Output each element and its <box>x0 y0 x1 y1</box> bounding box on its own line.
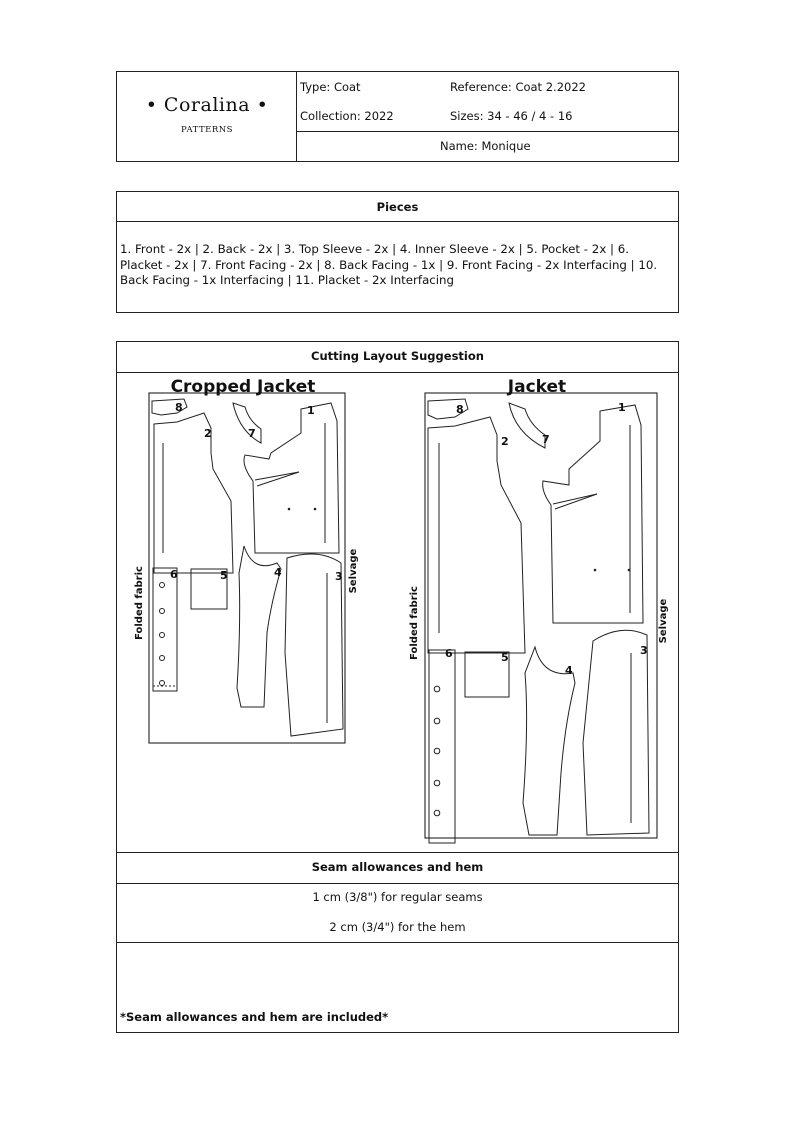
jacket-placket-buttons <box>434 686 440 816</box>
jacket-piece-number: 1 <box>618 401 626 414</box>
cropped-selvage-label: Selvage <box>348 548 359 594</box>
brand-name: • Coralina • <box>145 94 269 116</box>
seams-note: *Seam allowances and hem are included* <box>120 1010 389 1024</box>
name-field: Name: Monique <box>440 139 531 153</box>
seams-line-1: 1 cm (3/8") for regular seams <box>312 890 483 904</box>
jacket-selvage-label: Selvage <box>658 598 669 644</box>
cropped-piece-number: 8 <box>175 401 183 414</box>
seams-line-2: 2 cm (3/4") for the hem <box>329 920 466 934</box>
cropped-placket-buttons <box>160 583 165 686</box>
pieces-title: Pieces <box>376 200 419 214</box>
cropped-piece-number: 4 <box>274 566 282 579</box>
jacket-piece-number: 4 <box>565 664 573 677</box>
jacket-title: Jacket <box>507 377 567 397</box>
header-box <box>116 71 679 162</box>
reference-field: Reference: Coat 2.2022 <box>450 80 586 94</box>
pieces-box <box>116 191 679 313</box>
jacket-piece-number: 3 <box>640 644 648 657</box>
jacket-piece-number: 5 <box>501 651 509 664</box>
cropped-piece-number: 1 <box>307 404 315 417</box>
cropped-piece-number: 2 <box>204 427 212 440</box>
layout-title: Cutting Layout Suggestion <box>311 349 484 363</box>
cropped-piece-number: 5 <box>220 569 228 582</box>
cropped-piece-number: 6 <box>170 568 178 581</box>
cropped-piece-number: 3 <box>335 570 343 583</box>
collection-field: Collection: 2022 <box>300 109 394 123</box>
pieces-list: 1. Front - 2x | 2. Back - 2x | 3. Top Sleeve - 2x | 4. Inner Sleeve - 2x | 5. Pocket - 2x | 6. Placket - 2x | 7. Front Facing - 2x | 8. Back Facing - 1x | 9. Front Facing - 2x Interfacing | 10. Back Facing - 1x Interfacing | 11. Placket - 2x Interfacing <box>120 242 658 287</box>
jacket-layout <box>425 393 657 843</box>
jacket-piece-number: 6 <box>445 647 453 660</box>
layout-box <box>116 341 679 1033</box>
cutting-layout-diagram <box>117 373 678 853</box>
brand-subtitle: PATTERNS <box>181 125 233 135</box>
cropped-layout <box>149 393 345 743</box>
jacket-piece-number: 8 <box>456 403 464 416</box>
cropped-title: Cropped Jacket <box>170 377 316 397</box>
cropped-folded-label: Folded fabric <box>134 566 145 640</box>
seams-title: Seam allowances and hem <box>311 860 484 874</box>
cropped-piece-number: 7 <box>248 427 256 440</box>
jacket-piece-number: 7 <box>542 433 550 446</box>
type-field: Type: Coat <box>300 80 361 94</box>
jacket-folded-label: Folded fabric <box>409 586 420 660</box>
jacket-piece-number: 2 <box>501 435 509 448</box>
sizes-field: Sizes: 34 - 46 / 4 - 16 <box>450 109 573 123</box>
